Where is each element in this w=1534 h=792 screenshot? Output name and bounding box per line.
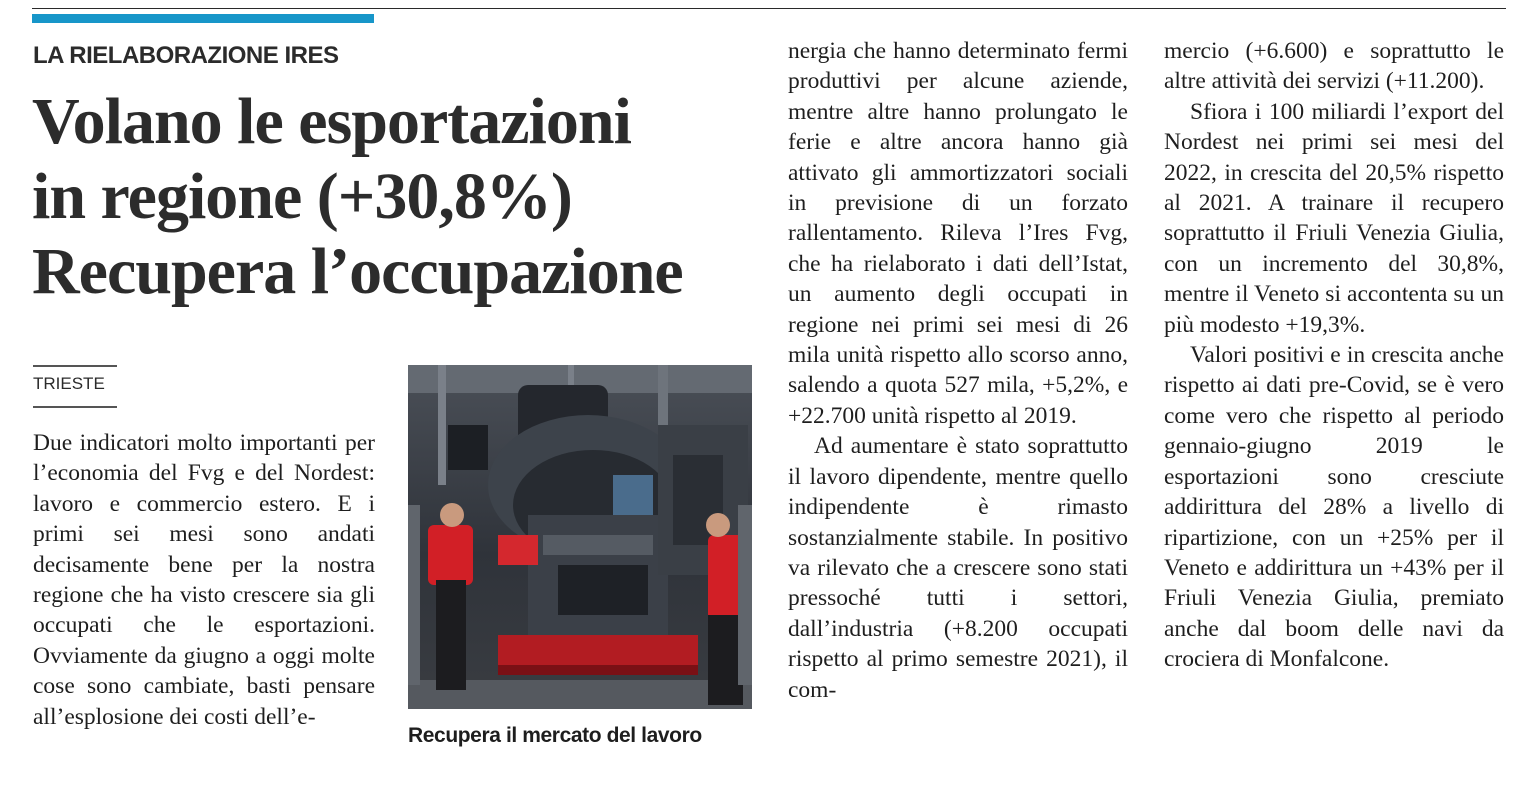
- article-column-1: [33, 428, 375, 732]
- article-headline: [32, 84, 772, 309]
- article-column-3: [1164, 36, 1504, 675]
- dateline: TRIESTE: [33, 374, 105, 393]
- column-1-paragraph-1: Due indicatori molto importanti per l’economia del Fvg e del Nordest: lavoro e commercio estero. E i primi sei mesi sono andati decisamente bene per la nostra regione che ha visto crescere sia gli occupati che le esportazioni. Ovviamente da giugno a oggi molte cose sono cambiate, basti pensare all’esplosione dei costi dell’e-: [33, 430, 375, 730]
- column-2-paragraph-1: nergia che hanno determinato fermi produttivi per alcune aziende, mentre altre hanno prolungato le ferie e altre ancora hanno già attivato gli ammortizzatori sociali in previsione di un forzato rallentamento. Rileva l’Ires Fvg, che ha rielaborato i dati dell’Istat, un aumento degli occupati in regione nei primi sei mesi di 26 mila unità rispetto allo scorso anno, salendo a quota 527 mila, +5,2%, e +22.700 unità rispetto al 2019.: [788, 38, 1128, 429]
- column-3-paragraph-1: mercio (+6.600) e soprattutto le altre attività dei servizi (+11.200).: [1164, 38, 1504, 95]
- headline-line-2: in regione (+30,8%): [32, 160, 572, 233]
- article-column-2: [788, 36, 1128, 705]
- article-kicker: LA RIELABORAZIONE IRES: [33, 42, 339, 69]
- dateline-rule-top: [33, 365, 117, 367]
- headline-line-1: Volano le esportazioni: [32, 85, 631, 158]
- column-3-paragraph-3: Valori positivi e in crescita anche rispetto ai dati pre-Covid, se è vero come vero che rispetto al periodo gennaio-giugno 2019 le esportazioni sono cresciute addirittura del 28% a livello di ripartizione, con un +25% per il Veneto e addirittura un +43% per il Friuli Venezia Giulia, premiato anche dal boom delle navi da crociera di Monfalcone.: [1164, 342, 1504, 673]
- column-2-paragraph-2: Ad aumentare è stato soprattutto il lavoro dipendente, mentre quello indipendente è rimasto sostanzialmente stabile. In positivo va rilevato che a crescere sono stati pressoché tutti i settori, dall’industria (+8.200 occupati rispetto al primo semestre 2021), il com-: [788, 433, 1128, 703]
- top-rule: [32, 8, 1506, 9]
- dateline-rule-bottom: [33, 406, 117, 408]
- column-3-paragraph-2: Sfiora i 100 miliardi l’export del Nordest nei primi sei mesi del 2022, in crescita del 20,5% rispetto al 2021. A trainare il recupero soprattutto il Friuli Venezia Giulia, con un incremento del 30,8%, mentre il Veneto si accontenta su un più modesto +19,3%.: [1164, 98, 1504, 338]
- photo-caption: Recupera il mercato del lavoro: [408, 724, 702, 747]
- headline-line-3: Recupera l’occupazione: [32, 235, 683, 308]
- section-accent-bar: [32, 14, 374, 23]
- factory-workers-photo: [408, 365, 752, 709]
